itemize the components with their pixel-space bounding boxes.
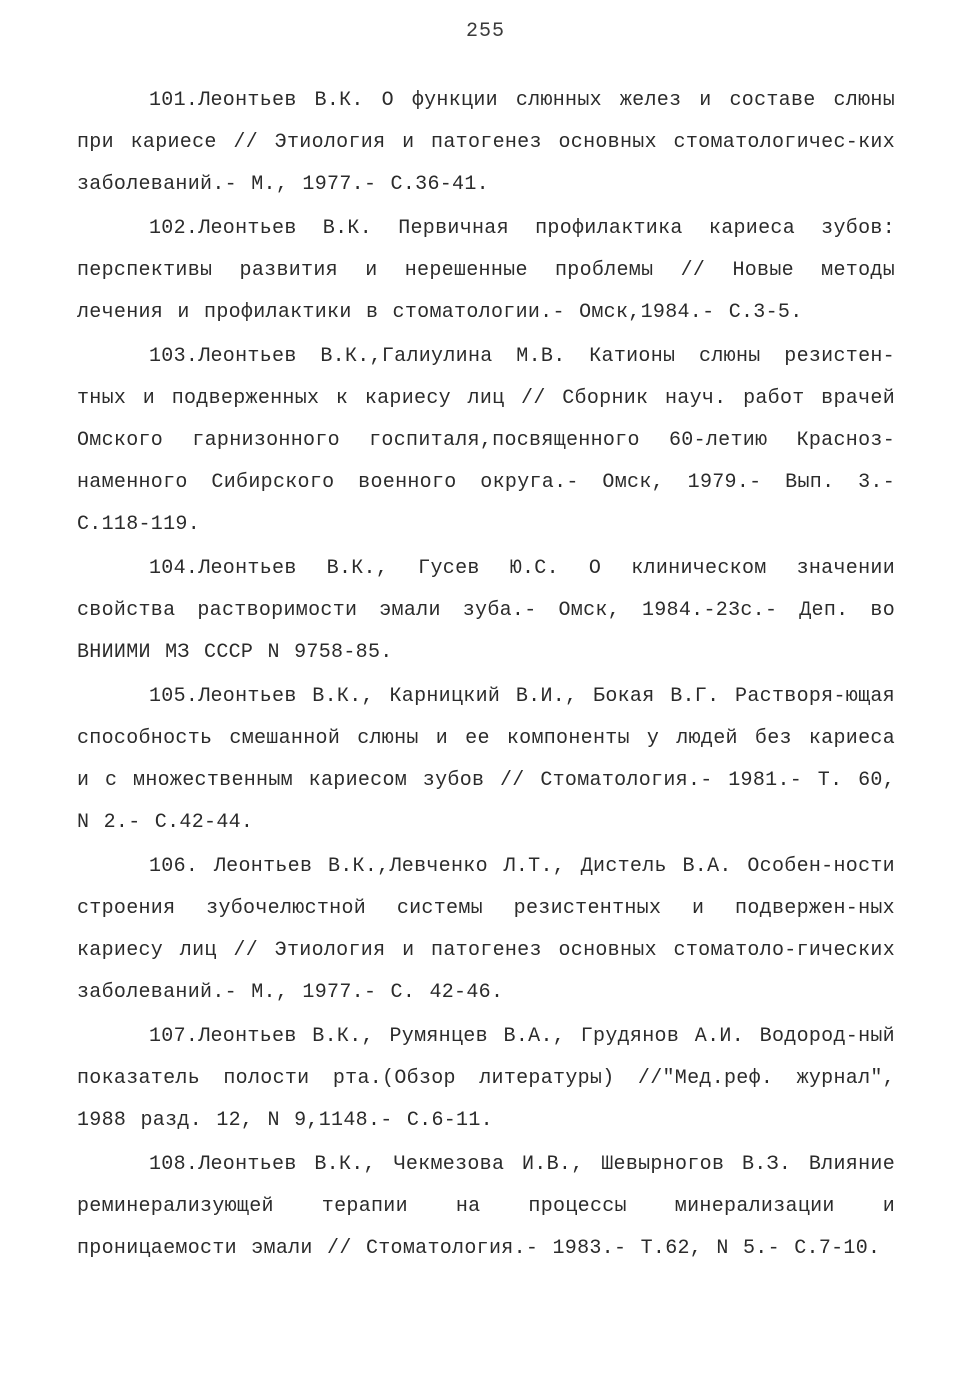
reference-list xyxy=(77,80,895,1272)
reference-item: 108.Леонтьев В.К., Чекмезова И.В., Шевырногов В.З. Влияние реминерализующей терапии на процессы минерализации и проницаемости эмали // Стоматология.- 1983.- Т.62, N 5.- С.7-10. xyxy=(77,1153,895,1260)
reference-item: 107.Леонтьев В.К., Румянцев В.А., Грудянов А.И. Водород-ный показатель полости рта.(Обзор литературы) //"Мед.реф. журнал", 1988 разд. 12, N 9,1148.- С.6-11. xyxy=(77,1025,895,1132)
reference-item: 103.Леонтьев В.К.,Галиулина М.В. Катионы слюны резистен-тных и подверженных к кариесу лиц // Сборник науч. работ врачей Омского гарнизонного госпиталя,посвященного 60-летию Краснoз-наменного Сибирского военного округа.- Омск, 1979.- Вып. 3.- С.118-119. xyxy=(77,345,895,536)
reference-item: 102.Леонтьев В.К. Первичная профилактика кариеса зубов: перспективы развития и нерешенные проблемы // Новые методы лечения и профилактики в стоматологии.- Омск,1984.- С.3-5. xyxy=(77,217,895,324)
page-number: 255 xyxy=(465,20,505,43)
reference-item: 101.Леонтьев В.К. О функции слюнных желез и составе слюны при кариесе // Этиология и патогенез основных стоматологичес-ких заболеваний.- М., 1977.- С.36-41. xyxy=(77,89,895,196)
reference-item: 104.Леонтьев В.К., Гусев Ю.С. О клиническом значении свойства растворимости эмали зуба.- Омск, 1984.-23с.- Деп. во ВНИИМИ МЗ СССР N 9758-85. xyxy=(77,557,895,664)
reference-item: 105.Леонтьев В.К., Карницкий В.И., Бокая В.Г. Растворя-ющая способность смешанной слюны и ее компоненты у людей без кариеса и с множественным кариесом зубов // Стоматология.- 1981.- Т. 60, N 2.- С.42-44. xyxy=(77,685,895,834)
reference-item: 106. Леонтьев В.К.,Левченко Л.Т., Дистель В.А. Особен-ности строения зубочелюстной системы резистентных и подвержен-ных кариесу лиц // Этиология и патогенез основных стоматоло-гических заболеваний.- М., 1977.- С. 42-46. xyxy=(77,855,895,1004)
